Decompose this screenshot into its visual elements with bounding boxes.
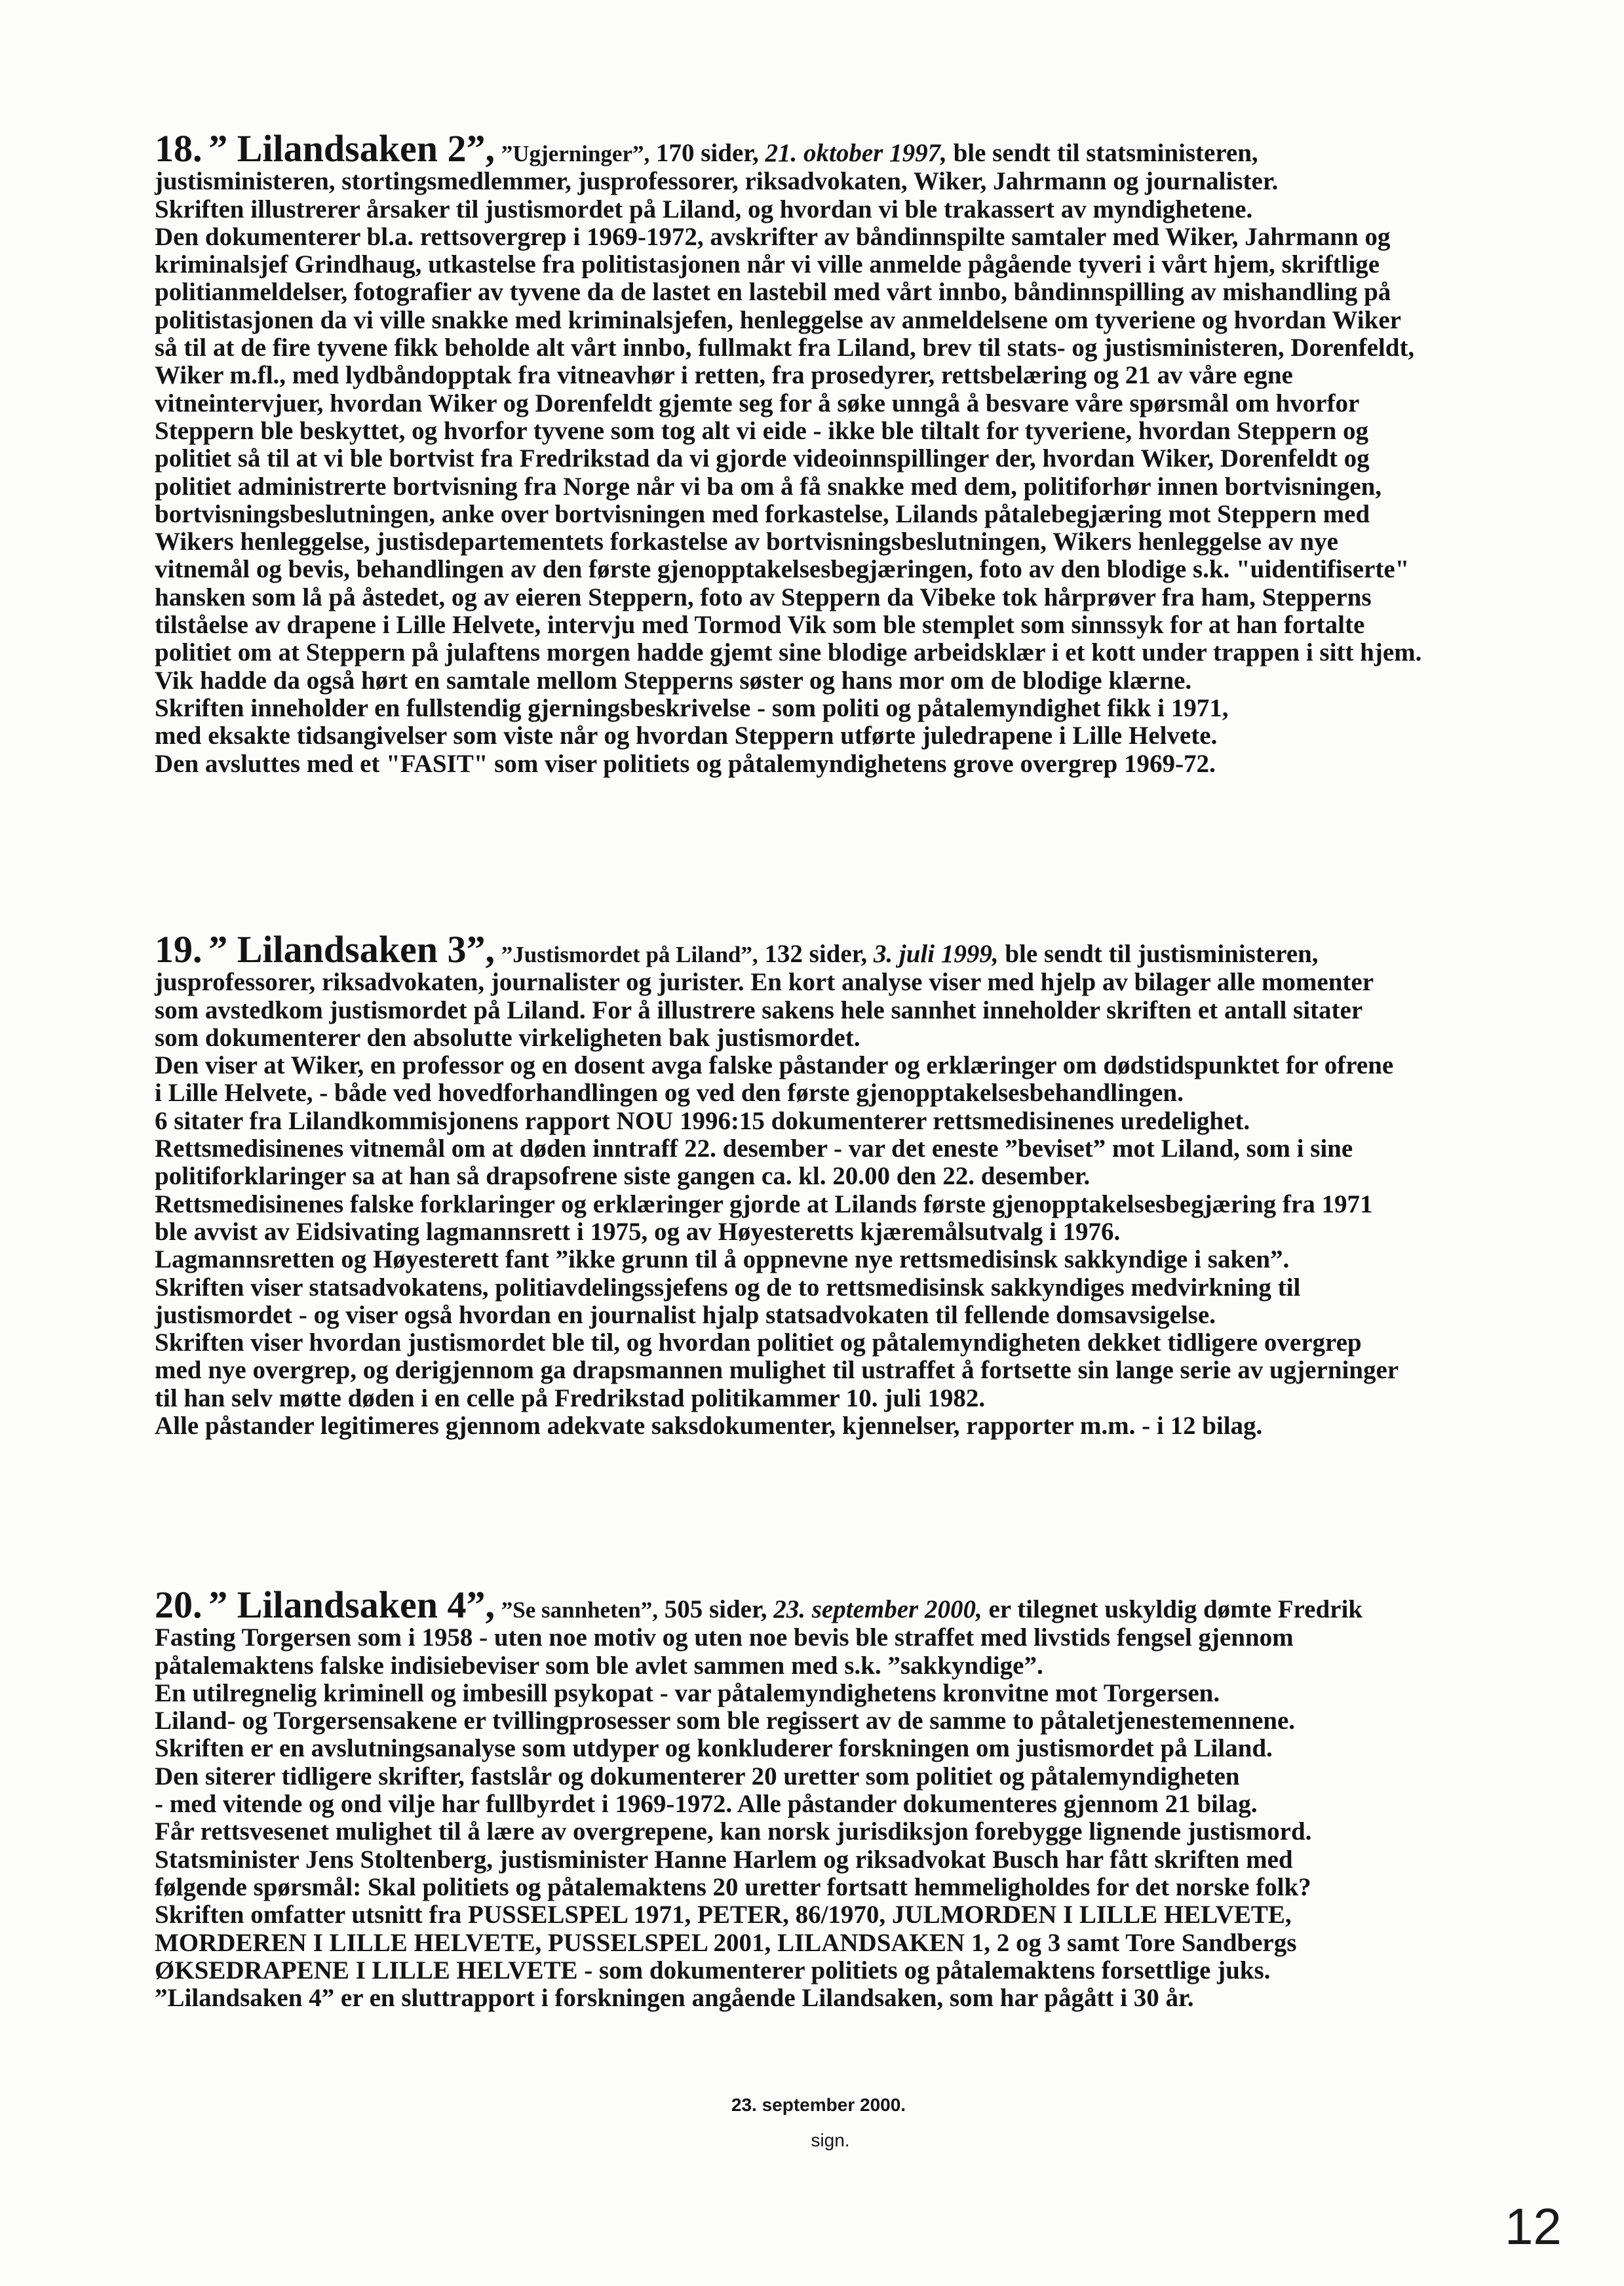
section-body [155, 1624, 1518, 2012]
page-number: 12 [1505, 2198, 1562, 2255]
body-line: som avstedkom justismordet på Liland. For å illustrere sakens hele sannhet inneholder skriften et antall sitater [155, 996, 1363, 1024]
section-20 [155, 1583, 1518, 2013]
section-heading-rest: ble sendt til statsministeren, [946, 139, 1258, 167]
body-line: så til at de fire tyvene fikk beholde alt vårt innbo, fullmakt fra Liland, brev til stats- og justisministeren, Dorenfeldt, [155, 334, 1415, 362]
body-line: Den dokumenterer bl.a. rettsovergrep i 1969-1972, avskrifter av båndinnspilte samtaler med Wiker, Jahrmann og [155, 222, 1391, 251]
body-line: politiforklaringer sa at han så drapsofrene siste gangen ca. kl. 20.00 den 22. desember. [155, 1162, 1091, 1191]
body-line: bortvisningsbeslutningen, anke over bortvisningen med forkastelse, Lilands påtalebegjæring mot Steppern med [155, 499, 1370, 528]
body-line: Rettsmedisinenes vitnemål om at døden inntraff 22. desember - var det eneste ”beviset” mot Liland, som i sine [155, 1134, 1353, 1163]
section-18 [155, 127, 1518, 778]
body-line: Statsminister Jens Stoltenberg, justisminister Hanne Harlem og riksadvokat Busch har fått skriften med [155, 1845, 1293, 1874]
section-heading-rest: ble sendt til justisministeren, [998, 940, 1319, 968]
body-line: ØKSEDRAPENE I LILLE HELVETE - som dokumenterer politiets og påtalemaktens forsettlige juks. [155, 1956, 1271, 1985]
body-line: Får rettsvesenet mulighet til å lære av overgrepene, kan norsk jurisdiksjon forebygge lignende justismord. [155, 1817, 1312, 1846]
body-line: Wikers henleggelse, justisdepartementets forkastelse av bortvisningsbeslutningen, Wikers henleggelse av nye [155, 528, 1338, 556]
body-line: Rettsmedisinenes falske forklaringer og erklæringer gjorde at Lilands første gjenopptakelsesbegjæring fra 1971 [155, 1190, 1373, 1218]
body-line: Alle påstander legitimeres gjennom adekvate saksdokumenter, kjennelser, rapporter m.m. - i 12 bilag. [155, 1412, 1263, 1441]
body-line: ble avvist av Eidsivating lagmannsrett i 1975, og av Høyesteretts kjæremålsutvalg i 1976. [155, 1217, 1121, 1246]
footer-sign: sign. [811, 2130, 850, 2150]
body-line: Skriften er en avslutningsanalyse som utdyper og konkluderer forskningen om justismordet på Liland. [155, 1734, 1273, 1763]
section-heading-rest: er tilegnet uskyldig dømte Fredrik [982, 1595, 1363, 1623]
body-line: jusprofessorer, riksadvokaten, journalister og jurister. En kort analyse viser med hjelp av bilager alle momenter [155, 968, 1374, 997]
body-line: med nye overgrep, og derigjennom ga drapsmannen mulighet til ustraffet å fortsette sin lange serie av ugjerninger [155, 1356, 1399, 1385]
footer-date: 23. september 2000. [731, 2095, 906, 2115]
body-line: politianmeldelser, fotografier av tyvene da de lastet en lastebil med vårt innbo, båndinnspilling av mishandling på [155, 278, 1391, 307]
body-line: som dokumenterer den absolutte virkeligheten bak justismordet. [155, 1023, 860, 1052]
body-line: Den viser at Wiker, en professor og en dosent avga falske påstander og erklæringer om dødstidspunktet for ofrene [155, 1051, 1394, 1080]
section-pages: 170 sider, [649, 139, 765, 167]
body-line: vitnemål og bevis, behandlingen av den første gjenopptakelsesbegjæringen, foto av den blodige s.k. "uidentifiserte" [155, 555, 1410, 584]
body-line: Den avsluttes med et "FASIT" som viser politiets og påtalemyndighetens grove overgrep 1969-72. [155, 749, 1216, 778]
section-pages: 505 sider, [657, 1595, 774, 1623]
section-subtitle: ”Se sannheten”, [501, 1597, 658, 1623]
body-line: Steppern ble beskyttet, og hvorfor tyvene som tog alt vi eide - ikke ble tiltalt for tyveriene, hvordan Steppern og [155, 416, 1368, 445]
section-number: 19. [155, 928, 203, 971]
body-line: Skriften illustrerer årsaker til justismordet på Liland, og hvordan vi ble trakassert av myndighetene. [155, 195, 1253, 223]
section-heading [155, 928, 1518, 971]
section-date: 21. oktober 1997, [765, 139, 947, 167]
section-date: 23. september 2000, [773, 1595, 982, 1623]
body-line: vitneintervjuer, hvordan Wiker og Dorenfeldt gjemte seg for å søke unngå å besvare våre spørsmål om hvorfor [155, 389, 1360, 417]
body-line: hansken som lå på åstedet, og av eieren Steppern, foto av Steppern da Vibeke tok hårprøver fra ham, Stepperns [155, 583, 1372, 611]
body-line: politistasjonen da vi ville snakke med kriminalsjefen, henleggelse av anmeldelsene om tyveriene og hvordan Wiker [155, 305, 1401, 334]
body-line: til han selv møtte døden i en celle på Fredrikstad politikammer 10. juli 1982. [155, 1384, 986, 1412]
section-subtitle: ”Ugjerninger”, [501, 141, 650, 166]
section-date: 3. juli 1999, [873, 940, 999, 968]
section-body [155, 168, 1518, 778]
body-line: Wiker m.fl., med lydbåndopptak fra vitneavhør i retten, fra prosedyrer, rettsbelæring og 21 av våre egne [155, 361, 1293, 390]
body-line: Fasting Torgersen som i 1958 - uten noe motiv og uten noe bevis ble straffet med livstids fengsel gjennom [155, 1623, 1294, 1652]
body-line: med eksakte tidsangivelser som viste når og hvordan Steppern utførte juledrapene i Lille Helvete. [155, 722, 1218, 750]
section-title: ” Lilandsaken 3”, [208, 928, 495, 971]
body-line: - med vitende og ond vilje har fullbyrdet i 1969-1972. Alle påstander dokumenteres gjennom 21 bilag. [155, 1790, 1258, 1819]
body-line: påtalemaktens falske indisiebeviser som ble avlet sammen med s.k. ”sakkyndige”. [155, 1651, 1043, 1680]
section-title: ” Lilandsaken 2”, [208, 127, 495, 170]
body-line: politiet om at Steppern på julaftens morgen hadde gjemt sine blodige arbeidsklær i et kott under trappen i sitt hjem. [155, 638, 1422, 667]
body-line: politiet så til at vi ble bortvist fra Fredrikstad da vi gjorde videoinnspillinger der, hvordan Wiker, Dorenfeldt og [155, 444, 1370, 473]
body-line: justisministeren, stortingsmedlemmer, jusprofessorer, riksadvokaten, Wiker, Jahrmann og journalister. [155, 167, 1279, 196]
body-line: Skriften inneholder en fullstendig gjerningsbeskrivelse - som politi og påtalemyndighet fikk i 1971, [155, 693, 1229, 722]
body-line: politiet administrerte bortvisning fra Norge når vi ba om å få snakke med dem, politiforhør innen bortvisningen, [155, 472, 1382, 501]
body-line: ”Lilandsaken 4” er en sluttrapport i forskningen angående Lilandsaken, som har pågått i 30 år. [155, 1984, 1194, 2013]
body-line: Lagmannsretten og Høyesterett fant ”ikke grunn til å oppnevne nye rettsmedisinsk sakkyndige i saken”. [155, 1245, 1290, 1274]
body-line: Den siterer tidligere skrifter, fastslår og dokumenterer 20 uretter som politiet og påtalemyndigheten [155, 1762, 1240, 1791]
body-line: En utilregnelig kriminell og imbesill psykopat - var påtalemyndighetens kronvitne mot Torgersen. [155, 1678, 1220, 1707]
section-19 [155, 928, 1518, 1441]
section-number: 18. [155, 127, 203, 170]
section-heading [155, 1583, 1518, 1626]
section-number: 20. [155, 1583, 203, 1626]
section-title: ” Lilandsaken 4”, [208, 1583, 495, 1626]
section-pages: 132 sider, [758, 940, 874, 968]
body-line: følgende spørsmål: Skal politiets og påtalemaktens 20 uretter fortsatt hemmeligholdes for det norske folk? [155, 1872, 1311, 1901]
body-line: 6 sitater fra Lilandkommisjonens rapport NOU 1996:15 dokumenterer rettsmedisinenes uredelighet. [155, 1106, 1250, 1135]
section-heading [155, 127, 1518, 170]
body-line: Liland- og Torgersensakene er tvillingprosesser som ble regissert av de samme to påtaletjenestemennene. [155, 1707, 1296, 1735]
body-line: Skriften viser statsadvokatens, politiavdelingssjefens og de to rettsmedisinsk sakkyndiges medvirkning til [155, 1273, 1301, 1302]
body-line: MORDEREN I LILLE HELVETE, PUSSELSPEL 2001, LILANDSAKEN 1, 2 og 3 samt Tore Sandbergs [155, 1928, 1297, 1957]
body-line: Skriften viser hvordan justismordet ble til, og hvordan politiet og påtalemyndigheten dekket tidligere overgrep [155, 1328, 1362, 1357]
body-line: Skriften omfatter utsnitt fra PUSSELSPEL 1971, PETER, 86/1970, JULMORDEN I LILLE HELVETE, [155, 1901, 1292, 1929]
body-line: tilståelse av drapene i Lille Helvete, intervju med Tormod Vik som ble stemplet som sinnssyk for at han fortalte [155, 611, 1365, 640]
section-body [155, 969, 1518, 1440]
body-line: i Lille Helvete, - både ved hovedforhandlingen og ved den første gjenopptakelsesbehandlingen. [155, 1079, 1184, 1108]
body-line: kriminalsjef Grindhaug, utkastelse fra politistasjonen når vi ville anmelde pågående tyveri i vårt hjem, skriftlige [155, 250, 1380, 279]
body-line: Vik hadde da også hørt en samtale mellom Stepperns søster og hans mor om de blodige klærne. [155, 666, 1192, 695]
body-line: justismordet - og viser også hvordan en journalist hjalp statsadvokaten til fellende domsavsigelse. [155, 1300, 1216, 1329]
section-subtitle: ”Justismordet på Liland”, [501, 942, 758, 967]
